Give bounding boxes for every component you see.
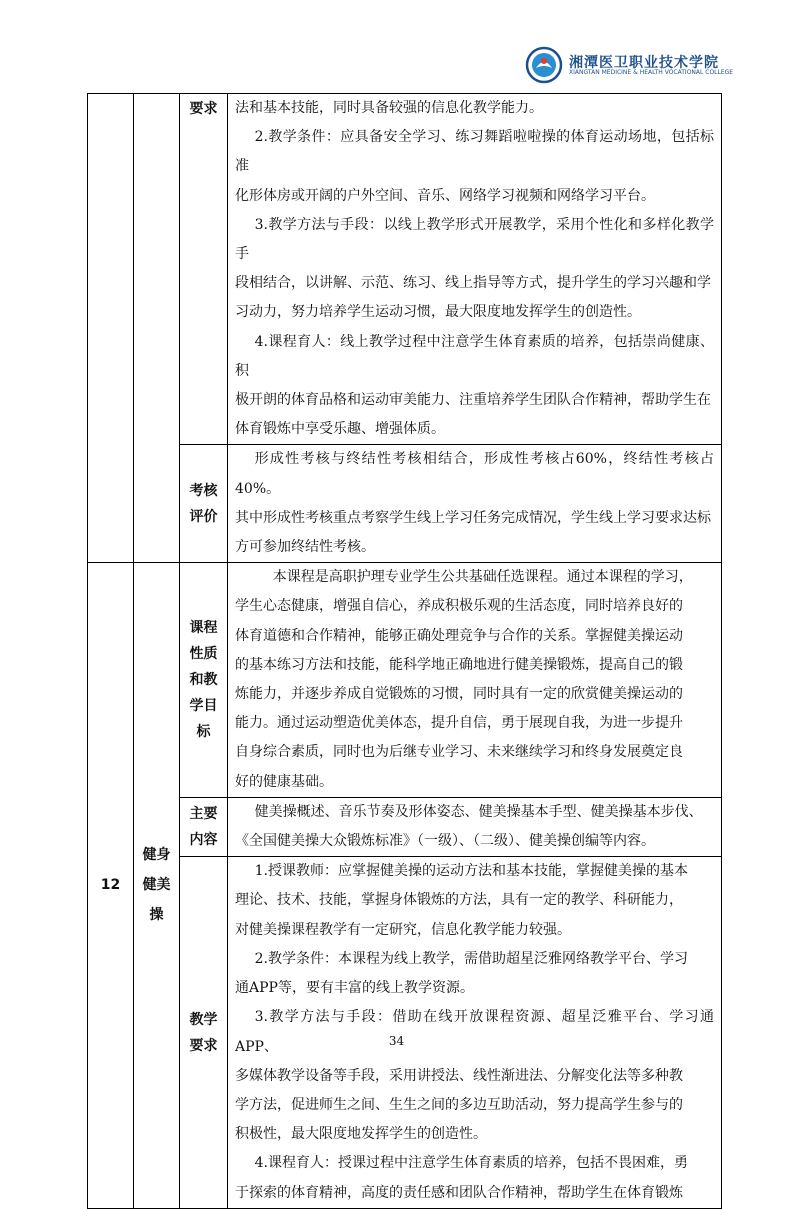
assessment-text: 形成性考核与终结性考核相结合，形成性考核占60%，终结性考核占40%。 其中形成性考核重点考察学生线上学习任务完成情况，学生线上学习要求达标 方可参加终结性考核。 — [228, 445, 722, 563]
label-main-content: 主要 内容 — [180, 797, 228, 856]
main-content-text: 健美操概述、音乐节奏及形体姿态、健美操基本手型、健美操基本步伐、 《全国健美操大众锻炼标准》（一级）、（二级）、健美操创编等内容。 — [228, 797, 722, 856]
page-number: 34 — [388, 1034, 405, 1048]
table-row — [88, 563, 722, 798]
teaching-req-text: 法和基本技能，同时具备较强的信息化教学能力。 2.教学条件：应具备安全学习、练习舞蹈啦啦操的体育运动场地，包括标准 化形体房或开阔的户外空间、音乐、网络学习视频和网络学习平台。 3.教学方法与手段：以线上教学形式开展教学，采用个性化和多样化教学手 段相结合，以讲解、示范、练习、线上指导等方式，提升学生的学习兴趣和学 习动力，努力培养学生运动习惯，最大限度地发挥学生的创造性。 4.课程育人：线上教学过程中注意学生体育素质的培养，包括崇尚健康、积 极开朗的体育品格和运动审美能力、注重培养学生团队合作精神，帮助学生在 体育锻炼中享受乐趣、增强体质。 — [228, 94, 722, 445]
table-row — [88, 857, 722, 1208]
table-row — [88, 445, 722, 563]
name-cell-empty — [134, 94, 180, 563]
college-emblem-icon — [525, 46, 563, 84]
course-number: 12 — [88, 563, 134, 1208]
label-teaching-req: 要求 — [180, 94, 228, 445]
num-cell-empty — [88, 94, 134, 563]
course-name: 健身 健美 操 — [134, 563, 180, 1208]
college-name-en: XIANGTAN MEDICINE & HEALTH VOCATIONAL COLLEGE — [569, 69, 734, 76]
label-course-nature: 课程 性质 和教 学目 标 — [180, 563, 228, 798]
table-row — [88, 797, 722, 856]
label-assessment: 考核 评价 — [180, 445, 228, 563]
college-name: 湘潭医卫职业技术学院 — [569, 55, 719, 71]
table-row — [88, 94, 722, 445]
course-nature-text: 本课程是高职护理专业学生公共基础任选课程。通过本课程的学习， 学生心态健康，增强自信心，养成积极乐观的生活态度，同时培养良好的 体育道德和合作精神，能够正确处理竞争与合作的关系。掌握健美操运动 的基本练习方法和技能，能科学地正确地进行健美操锻炼，提高自己的锻 炼能力，并逐步养成自觉锻炼的习惯，同时具有一定的欣赏健美操运动的 能力。通过运动塑造优美体态，提升自信，勇于展现自我，为进一步提升 自身综合素质，同时也为后继专业学习、未来继续学习和终身发展奠定良 好的健康基础。 — [228, 563, 722, 798]
college-logo — [525, 46, 734, 86]
teaching-req-12-text: 1.授课教师：应掌握健美操的运动方法和基本技能，掌握健美操的基本 理论、技术、技能，掌握身体锻炼的方法，具有一定的教学、科研能力， 对健美操课程教学有一定研究，信息化教学能力较强。 2.教学条件：本课程为线上教学，需借助超星泛雅网络教学平台、学习 通APP等，要有丰富的线上教学资源。 3.教学方法与手段：借助在线开放课程资源、超星泛雅平台、学习通APP、 多媒体教学设备等手段，采用讲授法、线性渐进法、分解变化法等多种教 学方法，促进师生之间、生生之间的多边互助活动，努力提高学生参与的 积极性，最大限度地发挥学生的创造性。 4.课程育人：授课过程中注意学生体育素质的培养，包括不畏困难，勇 于探索的体育精神，高度的责任感和团队合作精神，帮助学生在体育锻炼 — [228, 857, 722, 1208]
label-teaching-req-12: 教学 要求 — [180, 857, 228, 1208]
